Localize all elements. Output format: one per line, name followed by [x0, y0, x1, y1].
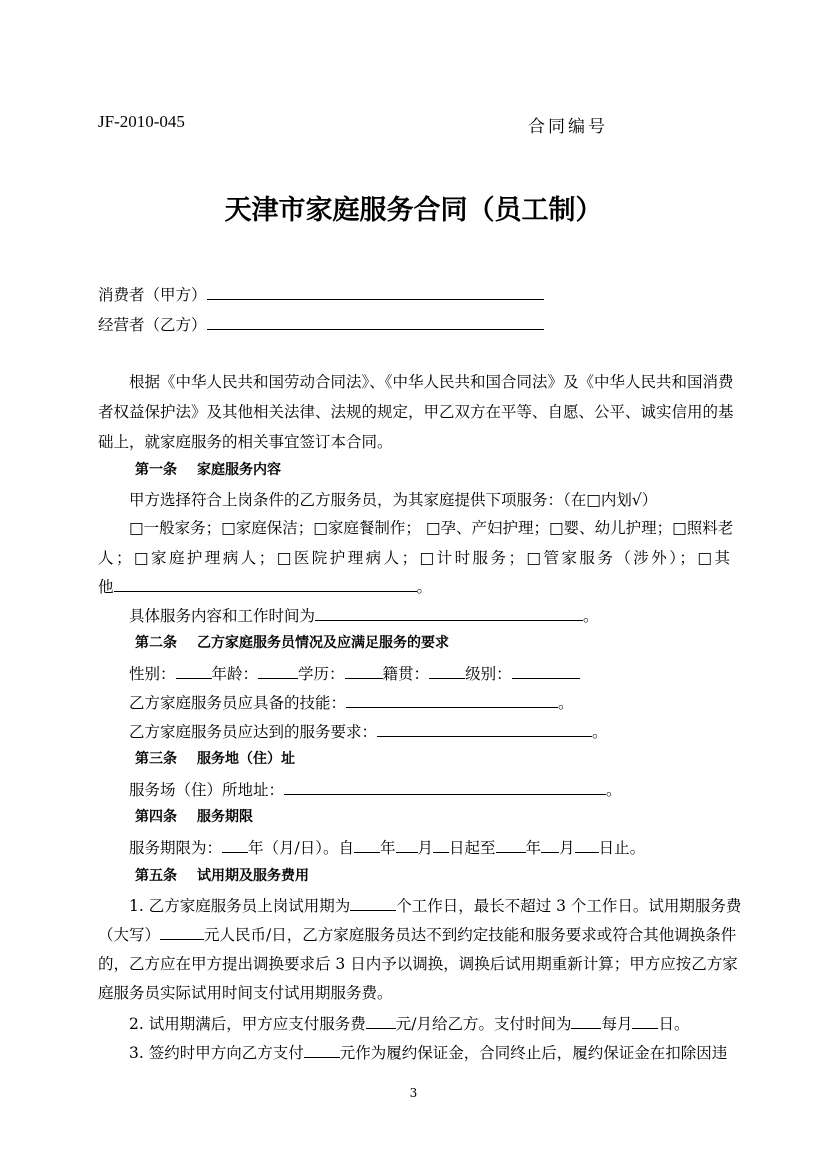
deposit-field[interactable] [304, 1043, 340, 1058]
clause-1-line-4: 庭服务员实际试用时间支付试用期服务费。 [98, 984, 393, 1002]
level-field[interactable] [512, 664, 580, 679]
trial-fee-field[interactable] [160, 925, 204, 940]
service-options-2: 人；□家庭护理病人；□医院护理病人；□计时服务；□管家服务（涉外）；□其 [98, 549, 730, 567]
service-detail-line: 具体服务内容和工作时间为 。 [129, 607, 599, 625]
age-field[interactable] [258, 664, 298, 679]
pay-time-field[interactable] [571, 1014, 601, 1029]
clause-1-line-3: 的，乙方应在甲方提出调换要求后 3 日内予以调换，调换后试用期重新计算；甲方应按乙方家 [98, 955, 738, 973]
monthly-fee-field[interactable] [366, 1014, 396, 1029]
end-day-field[interactable] [575, 838, 599, 853]
contract-number-label: 合同编号 [528, 117, 608, 137]
operator-field[interactable] [207, 315, 544, 330]
requirements-line: 乙方家庭服务员应达到的服务要求： 。 [129, 723, 608, 741]
article-3-heading: 第三条 服务地（住）址 [135, 751, 295, 767]
trial-days-field[interactable] [350, 896, 396, 911]
clause-1-line-2: （大写） 元人民币/日，乙方家庭服务员达不到约定技能和服务要求或符合其他调换条件 [98, 926, 737, 944]
end-month-field[interactable] [541, 838, 559, 853]
origin-field[interactable] [429, 664, 465, 679]
address-line: 服务场（住）所地址： 。 [129, 781, 622, 799]
other-service-field[interactable] [114, 577, 417, 592]
worker-info-line: 性别： 年龄： 学历： 籍贯： 级别： [129, 662, 580, 684]
article-1-intro: 甲方选择符合上岗条件的乙方服务员，为其家庭提供下项服务：（在□内划√） [129, 491, 658, 509]
term-length-field[interactable] [222, 838, 248, 853]
article-4-heading: 第四条 服务期限 [135, 809, 253, 825]
requirements-field[interactable] [377, 722, 592, 737]
start-day-field[interactable] [433, 838, 449, 853]
skills-line: 乙方家庭服务员应具备的技能： 。 [129, 694, 574, 712]
gender-field[interactable] [176, 664, 212, 679]
article-5-heading: 第五条 试用期及服务费用 [135, 868, 309, 884]
other-service-line: 他 。 [98, 578, 433, 596]
preamble-line-3: 础上，就家庭服务的相关事宜签订本合同。 [98, 433, 393, 451]
education-field[interactable] [345, 664, 383, 679]
page-title: 天津市家庭服务合同（员工制） [224, 195, 603, 226]
consumer-field[interactable] [207, 285, 544, 300]
pay-day-field[interactable] [632, 1014, 658, 1029]
term-line: 服务期限为： 年（月/日）。自 年 月 日起至 年 月 日止。 [129, 839, 646, 857]
service-options-1: □一般家务；□家庭保洁；□家庭餐制作； □孕、产妇护理；□婴、幼儿护理；□照料老 [129, 519, 734, 537]
consumer-line [98, 283, 544, 305]
document-code: JF-2010-045 [98, 112, 185, 131]
skills-field[interactable] [346, 693, 558, 708]
end-year-field[interactable] [496, 838, 526, 853]
operator-line [98, 313, 544, 335]
consumer-label: 消费者（甲方） [98, 286, 207, 304]
address-field[interactable] [284, 780, 606, 795]
service-detail-field[interactable] [315, 606, 583, 621]
start-month-field[interactable] [396, 838, 418, 853]
clause-2-line: 2. 试用期满后，甲方应支付服务费 元/月给乙方。支付时间为 每月 日。 [129, 1015, 690, 1033]
operator-label: 经营者（乙方） [98, 316, 207, 334]
clause-1-line-1: 1. 乙方家庭服务员上岗试用期为 个工作日，最长不超过 3 个工作日。试用期服务费 [129, 897, 742, 915]
start-year-field[interactable] [354, 838, 380, 853]
preamble-line-1: 根据《中华人民共和国劳动合同法》、《中华人民共和国合同法》及《中华人民共和国消费 [129, 373, 734, 391]
preamble-line-2: 者权益保护法》及其他相关法律、法规的规定，甲乙双方在平等、自愿、公平、诚实信用的基 [98, 403, 734, 421]
article-1-heading: 第一条 家庭服务内容 [135, 462, 281, 478]
page-number: 3 [409, 1086, 418, 1100]
article-2-heading: 第二条 乙方家庭服务员情况及应满足服务的要求 [135, 635, 449, 651]
clause-3-line: 3. 签约时甲方向乙方支付 元作为履约保证金，合同终止后，履约保证金在扣除因违 [129, 1044, 728, 1062]
